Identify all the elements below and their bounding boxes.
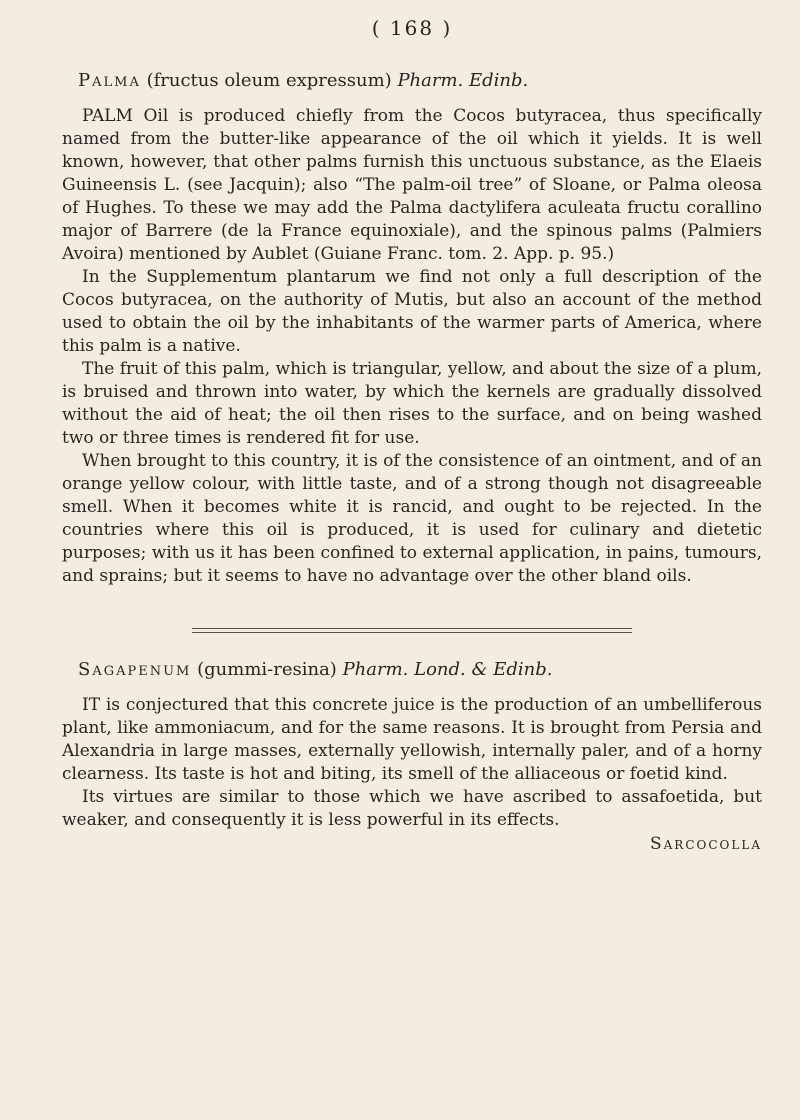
paragraph: IT is conjectured that this concrete juice is the production of an umbelliferous plant, like ammoniacum, and for the same reasons. It is brought from Persia and Alexandria in large masses, externally yellowish, internally paler, and of a horny clearness. Its taste is hot and biting, its smell of the alliaceous or foetid kind. [62, 695, 762, 784]
paragraph: In the Supplementum plantarum we find not only a full description of the Cocos butyracea, on the authority of Mutis, but also an account of the method used to obtain the oil by the inhabitants of the warmer parts of America, where this palm is a native. [62, 267, 762, 356]
entry-term: Palma [78, 70, 141, 91]
entry-palma [62, 70, 762, 588]
book-page [62, 0, 762, 854]
entry-refs: Pharm. Lond. & Edinb. [342, 659, 553, 680]
paragraph: PALM Oil is produced chiefly from the Cocos butyracea, thus specifically named from the butter-like appearance of the oil which it yields. It is well known, however, that other palms furnish this unctuous substance, as the Elaeis Guineensis L. (see Jacquin); also “The palm-oil tree” of Sloane, or Palma oleosa of Hughes. To these we may add the Palma dactylifera aculeata fructu corallino major of Barrere (de la France equinoxiale), and the spinous palms (Palmiers Avoira) mentioned by Aublet (Guiane Franc. tom. 2. App. p. 95.) [62, 106, 762, 264]
page-number: ( 168 ) [371, 16, 453, 40]
entry-sagapenum [62, 659, 762, 832]
entry-term: Sagapenum [78, 659, 192, 680]
paragraph: The fruit of this palm, which is triangular, yellow, and about the size of a plum, is bruised and thrown into water, by which the kernels are gradually dissolved without the aid of heat; the oil then rises to the surface, and on being washed two or three times is rendered fit for use. [62, 359, 762, 448]
section-divider [192, 628, 632, 633]
entry-refs: Pharm. Edinb. [397, 70, 529, 91]
paragraph: Its virtues are similar to those which we have ascribed to assafoetida, but weaker, and consequently it is less powerful in its effects. [62, 787, 762, 830]
entry-latin: (gummi-resina) [197, 659, 337, 680]
catchword: Sarcocolla [650, 834, 762, 854]
entry-heading [78, 659, 762, 680]
entry-heading [78, 70, 762, 91]
paragraph: When brought to this country, it is of the consistence of an ointment, and of an orange yellow colour, with little taste, and of a strong though not disagreeable smell. When it becomes white it is rancid, and ought to be rejected. In the countries where this oil is produced, it is used for culinary and dietetic purposes; with us it has been confined to external application, in pains, tumours, and sprains; but it seems to have no advantage over the other bland oils. [62, 451, 762, 586]
entry-latin: (fructus oleum expressum) [146, 70, 392, 91]
